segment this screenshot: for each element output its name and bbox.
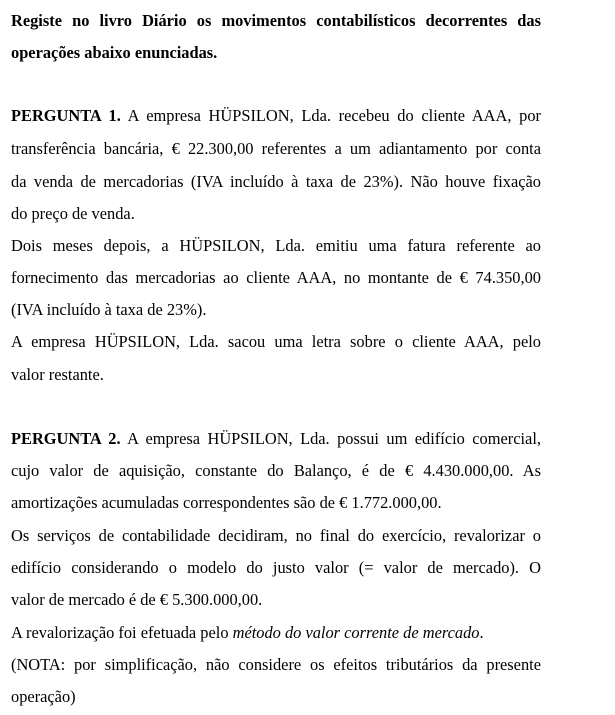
q2-line-3: amortizações acumuladas correspondentes são de € 1.772.000,00.	[11, 493, 442, 512]
q2-reval-suffix: .	[479, 623, 484, 642]
q1-line-1-text: A empresa HÜPSILON, Lda. recebeu do cliente AAA, por	[120, 106, 541, 125]
intro-line-2: operações abaixo enunciadas.	[11, 43, 218, 62]
q2-line-6: valor de mercado é de € 5.300.000,00.	[11, 590, 263, 609]
q1-line-8: A empresa HÜPSILON, Lda. sacou uma letra sobre o cliente AAA, pelo	[11, 332, 541, 351]
q2-note-line-2: operação)	[11, 687, 76, 706]
q2-label: PERGUNTA 2.	[11, 429, 121, 448]
q1-line-9: valor restante.	[11, 365, 104, 384]
q1-line-6: fornecimento das mercadorias ao cliente AAA, no montante de € 74.350,00	[11, 268, 541, 287]
q2-line-2: cujo valor de aquisição, constante do Balanço, é de € 4.430.000,00. As	[11, 461, 541, 480]
q2-reval-method: método do valor corrente de mercado	[232, 623, 480, 642]
q1-line-2: transferência bancária, € 22.300,00 referentes a um adiantamento por conta	[11, 139, 541, 158]
q2-line-1-text: A empresa HÜPSILON, Lda. possui um edifício comercial,	[120, 429, 541, 448]
q2-line-7	[11, 622, 541, 644]
q1-line-7: (IVA incluído à taxa de 23%).	[11, 300, 207, 319]
q1-line-5: Dois meses depois, a HÜPSILON, Lda. emitiu uma fatura referente ao	[11, 236, 541, 255]
q2-note-line-1: (NOTA: por simplificação, não considere os efeitos tributários da presente	[11, 655, 541, 674]
intro-line-1: Registe no livro Diário os movimentos contabilísticos decorrentes das	[11, 11, 541, 30]
q2-line-4: Os serviços de contabilidade decidiram, no final do exercício, revalorizar o	[11, 526, 541, 545]
q1-line-1	[11, 105, 541, 127]
q1-line-4: do preço de venda.	[11, 204, 135, 223]
q1-line-3: da venda de mercadorias (IVA incluído à taxa de 23%). Não houve fixação	[11, 172, 541, 191]
q2-line-5: edifício considerando o modelo do justo valor (= valor de mercado). O	[11, 558, 541, 577]
q2-line-1	[11, 428, 541, 450]
q2-reval-prefix: A revalorização foi efetuada pelo	[11, 623, 233, 642]
q1-label: PERGUNTA 1.	[11, 106, 121, 125]
